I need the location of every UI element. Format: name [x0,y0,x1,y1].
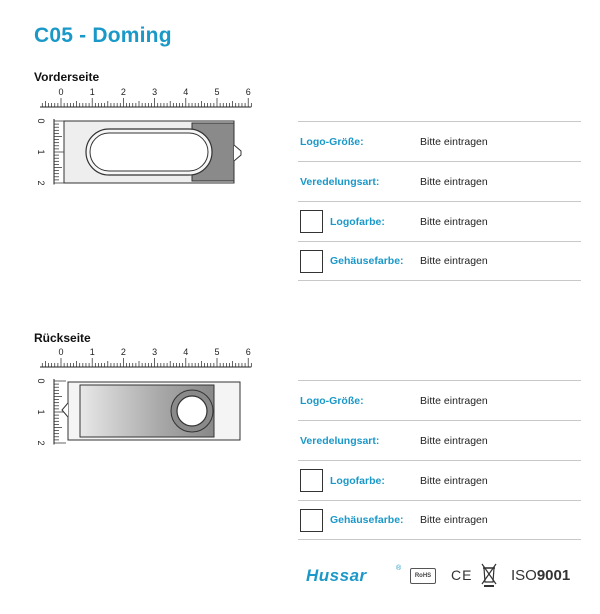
finishing-type-label: Veredelungsart: [300,434,380,447]
logo-size-label: Logo-Größe: [300,394,364,407]
case-color-label: Gehäusefarbe: [330,255,404,267]
ruler-x-label-back: 2 [120,347,126,357]
section-label-back: Rückseite [34,331,91,345]
iso-prefix: ISO [511,567,537,584]
ce-mark: CE [451,567,473,583]
ruler-x-label-back: 5 [214,347,220,357]
ruler-x-label-front: 1 [89,87,95,97]
ruler-x-label-front: 3 [152,87,158,97]
usb-front-drawing [64,121,241,183]
rohs-badge: RoHS [410,568,436,584]
ruler-x-label-back: 1 [89,347,95,357]
logo-color-value[interactable]: Bitte eintragen [420,474,488,487]
logo-size-value[interactable]: Bitte eintragen [420,135,488,148]
iso-number: 9001 [536,567,571,584]
finishing-type-value[interactable]: Bitte eintragen [420,175,488,188]
registered-mark: ® [396,565,402,572]
finishing-type-value[interactable]: Bitte eintragen [420,434,488,447]
iso-certification [511,567,570,584]
form-row [298,380,581,420]
logo-color-checkbox[interactable] [300,469,323,492]
logo-color-checkbox[interactable] [300,210,323,233]
brand-logo: Hussar [306,566,367,585]
case-color-checkbox[interactable] [300,509,323,532]
ruler-y-label-front: 1 [36,149,46,155]
case-color-value[interactable]: Bitte eintragen [420,255,488,267]
weee-bin-icon [480,562,498,588]
ruler-x-label-front: 2 [120,87,126,97]
ruler-x-label-front: 0 [58,87,64,97]
form-row [298,420,581,460]
logo-color-label: Logofarbe: [330,474,385,487]
form-row [298,500,581,540]
ruler-x-label-front: 5 [214,87,220,97]
ruler-y-label-back: 2 [36,440,46,446]
back-form [298,380,581,540]
ruler-x-label-front: 4 [183,87,189,97]
ruler-y-label-back: 0 [36,378,46,384]
case-color-checkbox[interactable] [300,250,323,273]
page-title: C05 - Doming [34,24,172,47]
form-row [298,121,581,161]
front-form [298,121,581,281]
finishing-type-label: Veredelungsart: [300,175,380,188]
form-row [298,460,581,500]
usb-back-drawing [62,382,240,440]
form-row [298,241,581,281]
ruler-y-label-back: 1 [36,409,46,415]
certification-footer [300,562,585,592]
ruler-x-label-back: 3 [152,347,158,357]
ruler-x-label-back: 6 [245,347,251,357]
logo-size-label: Logo-Größe: [300,135,364,148]
ruler-x-label-back: 4 [183,347,189,357]
front-drawing [0,85,290,195]
logo-color-label: Logofarbe: [330,215,385,228]
ruler-x-label-front: 6 [245,87,251,97]
logo-size-value[interactable]: Bitte eintragen [420,394,488,407]
case-color-value[interactable]: Bitte eintragen [420,514,488,526]
form-row [298,201,581,241]
ruler-y-label-front: 2 [36,180,46,186]
section-label-front: Vorderseite [34,70,100,84]
back-drawing [0,345,290,455]
ruler-y-label-front: 0 [36,118,46,124]
form-row [298,161,581,201]
logo-color-value[interactable]: Bitte eintragen [420,215,488,228]
ruler-x-label-back: 0 [58,347,64,357]
case-color-label: Gehäusefarbe: [330,514,404,526]
